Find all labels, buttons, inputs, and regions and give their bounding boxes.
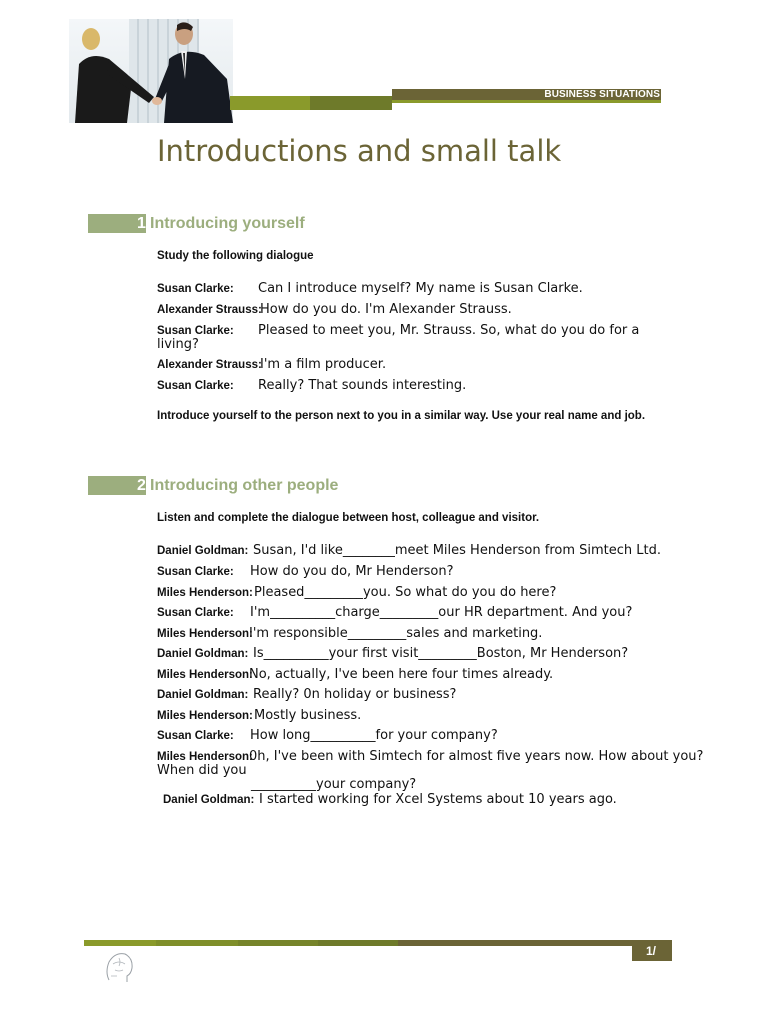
task-instruction: Introduce yourself to the person next to you in a similar way. Use your real name and job. — [157, 410, 646, 422]
dialogue-text: Susan, I'd like________meet Miles Henderson from Simtech Ltd. — [253, 543, 662, 558]
dialogue-text: I'm__________charge_________our HR department. And you? — [250, 605, 633, 620]
speaker-name: Susan Clarke: — [157, 607, 234, 619]
dialogue-text: Really? That sounds interesting. — [258, 378, 467, 393]
dialogue-text: No, actually, I've been here four times already. — [249, 667, 554, 682]
head-logo-icon — [103, 950, 135, 984]
dialogue-text: 0h, I've been with Simtech for almost five years now. How about you? — [249, 749, 704, 764]
speaker-name: Susan Clarke: — [157, 380, 234, 392]
speaker-name: Alexander Strauss: — [157, 304, 262, 316]
section-number: 2 — [137, 477, 146, 494]
dialogue-line — [157, 585, 556, 601]
header-accent-bar — [230, 96, 310, 110]
speaker-name: Daniel Goldman: — [157, 689, 249, 701]
instruction: Study the following dialogue — [157, 250, 314, 262]
section-heading: Introducing yourself — [150, 215, 305, 232]
speaker-name: Daniel Goldman: — [157, 545, 249, 557]
speaker-name: Susan Clarke: — [157, 730, 234, 742]
speaker-name: Daniel Goldman: — [157, 648, 249, 660]
speaker-name: Miles Henderson: — [157, 628, 253, 640]
speaker-name: Susan Clarke: — [157, 566, 234, 578]
dialogue-text: How do you do, Mr Henderson? — [250, 564, 454, 579]
footer-bar — [156, 940, 238, 946]
footer-bar — [318, 940, 398, 946]
speaker-name: Miles Henderson: — [157, 669, 253, 681]
dialogue-text: I'm responsible_________sales and marketing. — [249, 626, 543, 641]
page-number: 1/ — [646, 944, 657, 958]
dialogue-line — [157, 281, 583, 297]
dialogue-text: Pleased to meet you, Mr. Strauss. So, what do you do for a — [258, 323, 640, 338]
dialogue-text: How long__________for your company? — [250, 728, 498, 743]
dialogue-text: I started working for Xcel Systems about 10 years ago. — [259, 792, 617, 807]
dialogue-text: Can I introduce myself? My name is Susan Clarke. — [258, 281, 583, 296]
speaker-name: Alexander Strauss: — [157, 359, 262, 371]
dialogue-text: How do you do. I'm Alexander Strauss. — [260, 302, 512, 317]
dialogue-line — [157, 646, 628, 662]
footer-bar — [398, 940, 672, 946]
footer-bar — [238, 940, 318, 946]
dialogue-text: Really? 0n holiday or business? — [253, 687, 457, 702]
header-accent-bar — [310, 96, 392, 110]
dialogue-line — [157, 323, 639, 339]
dialogue-line — [157, 626, 542, 642]
section-number: 1 — [137, 215, 146, 232]
instruction: Listen and complete the dialogue between host, colleague and visitor. — [157, 512, 540, 524]
dialogue-line — [157, 728, 498, 744]
dialogue-text: Is__________your first visit_________Boston, Mr Henderson? — [253, 646, 629, 661]
speaker-name: Miles Henderson: — [157, 751, 253, 763]
dialogue-line — [157, 687, 456, 703]
dialogue-continuation: When did you — [157, 763, 247, 778]
dialogue-continuation: living? — [157, 337, 199, 352]
dialogue-line — [157, 543, 661, 559]
dialogue-line — [157, 357, 386, 373]
category-label: BUSINESS SITUATIONS — [544, 89, 660, 100]
speaker-name: Daniel Goldman: — [163, 794, 255, 806]
dialogue-text: Mostly business. — [254, 708, 362, 723]
dialogue-line — [157, 667, 553, 683]
dialogue-text: Pleased_________you. So what do you do here? — [254, 585, 557, 600]
dialogue-line — [157, 708, 361, 724]
speaker-name: Miles Henderson: — [157, 710, 253, 722]
speaker-name: Susan Clarke: — [157, 283, 234, 295]
dialogue-line — [157, 378, 466, 394]
speaker-name: Miles Henderson: — [157, 587, 253, 599]
dialogue-line — [157, 302, 512, 318]
speaker-name: Susan Clarke: — [157, 325, 234, 337]
header-photo — [69, 19, 233, 123]
dialogue-continuation: __________your company? — [251, 777, 417, 792]
dialogue-line — [157, 605, 632, 621]
footer-bar — [84, 940, 156, 946]
dialogue-line — [157, 564, 454, 580]
dialogue-line — [163, 792, 617, 808]
dialogue-text: I'm a film producer. — [260, 357, 387, 372]
page-title: Introductions and small talk — [157, 134, 562, 168]
section-heading: Introducing other people — [150, 477, 339, 494]
